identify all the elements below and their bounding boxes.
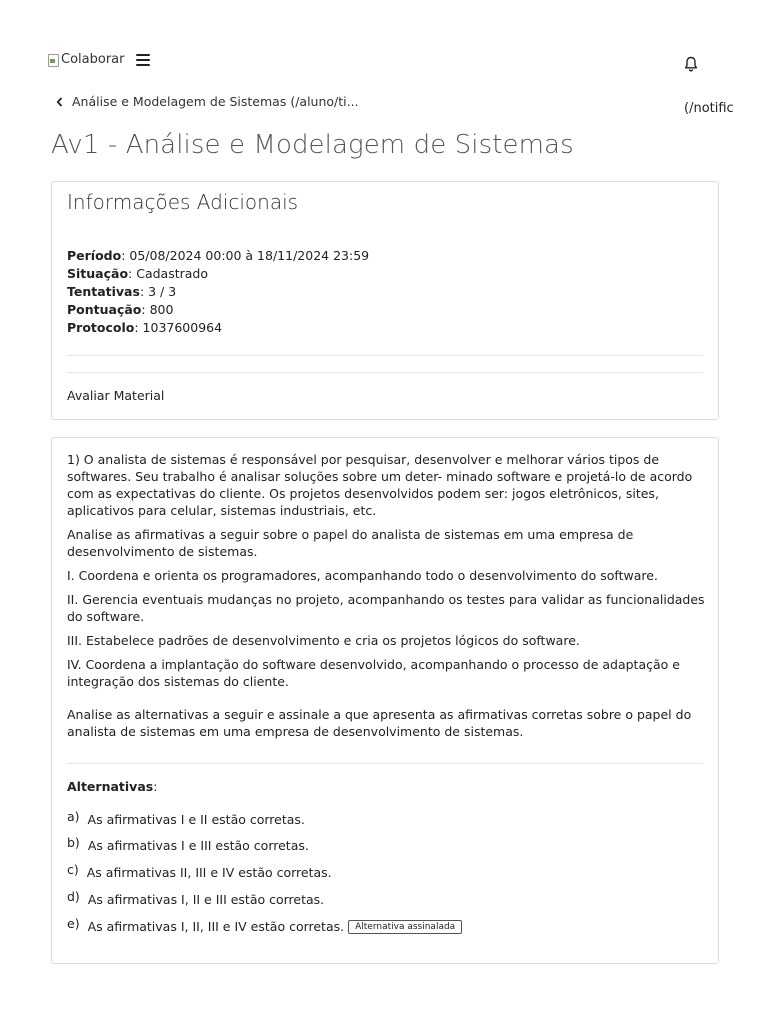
- question-body: [67, 451, 707, 747]
- statement-4: IV. Coordena a implantação do software desenvolvido, acompanhando o processo de adaptação e integração dos sistemas do cliente.: [67, 657, 680, 689]
- bell-icon[interactable]: [683, 55, 699, 73]
- question-intro: 1) O analista de sistemas é responsável por pesquisar, desenvolver e melhorar vários tipos de softwares. Seu trabalho é analisar soluções sobre um deter- minado software e projetá-lo de acordo com as expectativas do cliente. Os projetos desenvolvidos podem ser: jogos eletrônicos, sites, aplicativos para celular, sistemas industriais, etc.: [67, 452, 693, 518]
- question-card: [51, 437, 719, 964]
- question-instruction: Analise as alternativas a seguir e assinale a que apresenta as afirmativas corretas sobre o papel do analista de sistemas em uma empresa de desenvolvimento de sistemas.: [67, 707, 692, 739]
- divider: [67, 372, 703, 373]
- info-situacao: Situação: Cadastrado: [67, 266, 208, 281]
- info-protocolo: Protocolo: 1037600964: [67, 320, 223, 335]
- notifications-link[interactable]: (/notific: [684, 101, 734, 116]
- rate-material-link[interactable]: Avaliar Material: [67, 388, 165, 403]
- alternative-d[interactable]: [67, 889, 325, 907]
- alternative-text: As afirmativas I, II, III e IV estão corretas.: [87, 919, 345, 934]
- top-bar: [47, 52, 150, 67]
- alternative-a[interactable]: [67, 809, 305, 827]
- info-card-title: Informações Adicionais: [67, 190, 299, 214]
- logo-alt-text: Colaborar: [61, 52, 125, 67]
- alternative-letter: e): [67, 916, 80, 931]
- statement-2: II. Gerencia eventuais mudanças no projeto, acompanhando os testes para validar as funcionalidades do software.: [67, 592, 705, 624]
- colaborar-logo[interactable]: [47, 52, 124, 67]
- info-periodo: Período: 05/08/2024 00:00 à 18/11/2024 23:59: [67, 248, 370, 263]
- selected-alternative-badge: Alternativa assinalada: [348, 920, 462, 934]
- breadcrumb[interactable]: [55, 94, 359, 109]
- alternative-text: As afirmativas I e II estão corretas.: [87, 812, 305, 827]
- alternatives-heading: Alternativas:: [67, 779, 158, 794]
- alternative-c[interactable]: [67, 862, 332, 880]
- divider: [67, 763, 703, 764]
- alternative-text: As afirmativas I e III estão corretas.: [87, 838, 309, 853]
- info-list: [67, 247, 369, 337]
- statement-1: I. Coordena e orienta os programadores, acompanhando todo o desenvolvimento do software.: [67, 568, 658, 583]
- menu-icon[interactable]: [136, 54, 150, 66]
- alternative-text: As afirmativas II, III e IV estão corretas.: [86, 865, 332, 880]
- alternative-letter: c): [67, 862, 79, 877]
- broken-image-icon: [47, 53, 59, 67]
- info-pontuacao: Pontuação: 800: [67, 302, 174, 317]
- alternative-letter: a): [67, 809, 80, 824]
- statement-3: III. Estabelece padrões de desenvolvimento e cria os projetos lógicos do software.: [67, 633, 580, 648]
- page-title: Av1 - Análise e Modelagem de Sistemas: [51, 130, 574, 160]
- alternative-b[interactable]: [67, 835, 309, 853]
- alternative-e[interactable]: [67, 916, 462, 934]
- alternative-letter: b): [67, 835, 80, 850]
- alternative-letter: d): [67, 889, 80, 904]
- question-prompt: Analise as afirmativas a seguir sobre o papel do analista de sistemas em uma empresa de desenvolvimento de sistemas.: [67, 527, 634, 559]
- info-card: [51, 181, 719, 420]
- chevron-left-icon: [55, 96, 65, 108]
- divider: [67, 355, 703, 356]
- breadcrumb-label: Análise e Modelagem de Sistemas (/aluno/ti...: [72, 94, 359, 109]
- alternative-text: As afirmativas I, II e III estão corretas.: [87, 892, 325, 907]
- info-tentativas: Tentativas: 3 / 3: [67, 284, 177, 299]
